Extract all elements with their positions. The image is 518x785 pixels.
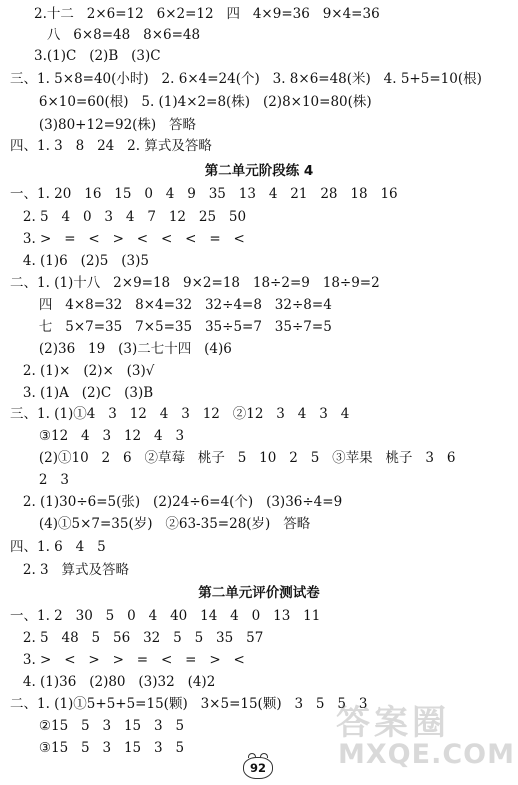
answer-line: 七 5×7=35 7×5=35 35÷5=7 35÷7=5 — [26, 319, 332, 335]
answer-line: 3. > < > > = < = > < — [10, 652, 245, 668]
answer-line: (2)36 19 (3)二七十四 (4)6 — [26, 341, 232, 357]
answer-line: 二、1. (1)十八 2×9=18 9×2=18 18÷2=9 18÷9=2 — [10, 275, 380, 291]
answer-line: 八 6×8=48 8×6=48 — [34, 27, 201, 43]
answer-line: 2. (1)× (2)× (3)√ — [10, 363, 155, 379]
answer-line: 四 4×8=32 8×4=32 32÷4=8 32÷8=4 — [26, 297, 332, 313]
section-title: 第二单元评价测试卷 — [198, 585, 320, 601]
answer-line: 2. 5 4 0 3 4 7 12 25 50 — [10, 209, 247, 225]
answer-line: 四、1. 3 8 24 2. 算式及答略 — [10, 138, 212, 154]
answer-line: 4. (1)6 (2)5 (3)5 — [10, 253, 149, 269]
answer-line: (4)①5×7=35(岁) ②63-35=28(岁) 答略 — [26, 516, 311, 532]
answer-line: 三、1. 5×8=40(小时) 2. 6×4=24(个) 3. 8×6=48(米) 4. 5+5=10(根) — [10, 71, 482, 87]
answer-line: 2. 3 算式及答略 — [10, 562, 130, 578]
answer-line: 3. (1)A (2)C (3)B — [10, 385, 154, 401]
answer-line: 3. > = < > < < < = < — [10, 231, 245, 247]
answer-line: (3)80+12=92(株) 答略 — [26, 117, 197, 133]
answer-line: 2. 5 48 5 56 32 5 5 35 57 — [10, 630, 264, 646]
answer-line: 2.十二 2×6=12 6×2=12 四 4×9=36 9×4=36 — [34, 6, 380, 22]
answer-line: 四、1. 6 4 5 — [10, 539, 106, 555]
answer-line: 4. (1)36 (2)80 (3)32 (4)2 — [10, 674, 216, 690]
answer-line: 2 3 — [26, 472, 69, 488]
answer-line: ②15 5 3 15 3 5 — [26, 718, 185, 734]
answer-line: 一、1. 20 16 15 0 4 9 35 13 4 21 28 18 16 — [10, 186, 398, 202]
answer-line: 三、1. (1)①4 3 12 4 3 12 ②12 3 4 3 4 — [10, 406, 350, 422]
answer-line: 2. (1)30÷6=5(张) (2)24÷6=4(个) (3)36÷4=9 — [10, 494, 343, 510]
answer-line: ③12 4 3 12 4 3 — [26, 428, 185, 444]
watermark-text: 答案圈 — [336, 703, 450, 743]
page-number: 92 — [243, 757, 273, 779]
answer-line: 二、1. (1)①5+5+5=15(颗) 3×5=15(颗) 3 5 5 3 — [10, 696, 368, 712]
answer-line: (2)①10 2 6 ②草莓 桃子 5 10 2 5 ③苹果 桃子 3 6 — [26, 450, 456, 466]
answer-line: ③15 5 3 15 3 5 — [26, 740, 185, 756]
section-title: 第二单元阶段练 4 — [204, 163, 314, 179]
answer-line: 6×10=60(根) 5. (1)4×2=8(株) (2)8×10=80(株) — [26, 94, 372, 110]
answer-line: 3.(1)C (2)B (3)C — [34, 48, 161, 64]
answer-line: 一、1. 2 30 5 0 4 40 14 4 0 13 11 — [10, 608, 321, 624]
watermark-url: MXQE.COM — [338, 739, 515, 770]
